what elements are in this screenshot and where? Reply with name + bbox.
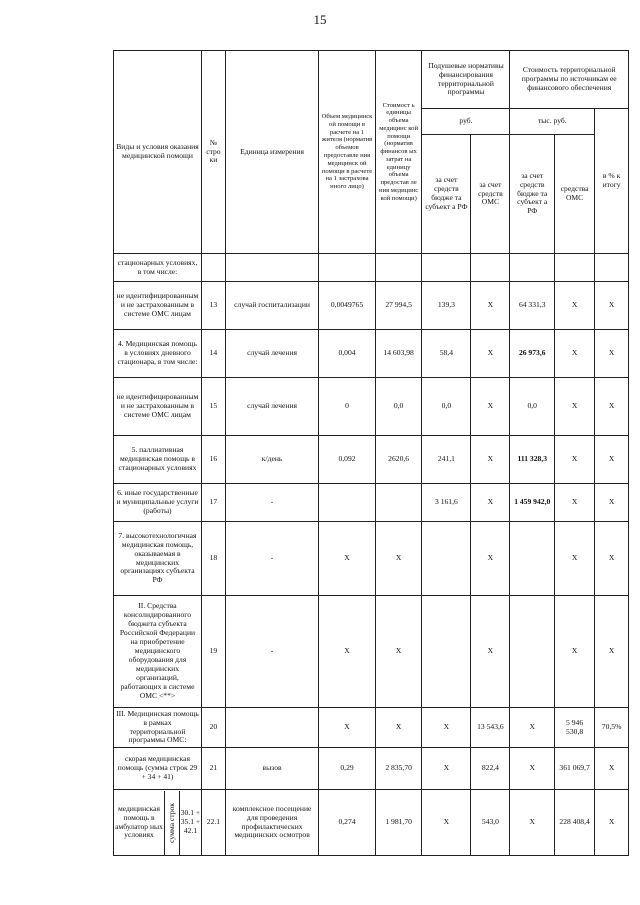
row-unit: - <box>225 484 318 522</box>
row-volume: 0 <box>319 378 375 436</box>
row-pc-oms: Х <box>471 378 510 436</box>
row-pct: Х <box>595 436 629 484</box>
row-cost: 14 603,98 <box>375 330 422 378</box>
row-pct: Х <box>595 596 629 708</box>
row-pc-budget: Х <box>422 708 471 748</box>
row-pc-oms: Х <box>471 436 510 484</box>
row-no: 16 <box>201 436 225 484</box>
row-t-budget <box>510 596 555 708</box>
row-label: 5. паллиативная медицинская помощь в стационарных условиях <box>114 436 202 484</box>
table-row <box>114 378 629 436</box>
header-cost-per-unit: Стоимост ь единицы объема медицинс кой помощи (норматив финансов ых затрат на единицу объема предостав ле ния медицинс кой помощи) <box>375 51 422 254</box>
row-cost: 1 981,70 <box>375 790 422 856</box>
row-no <box>201 254 225 282</box>
table-row <box>114 436 629 484</box>
header-pc-oms: за счет средств ОМС <box>471 135 510 254</box>
row-pc-budget: Х <box>422 748 471 790</box>
row-label: 6. иные государственные и муниципальные услуги (работы) <box>114 484 202 522</box>
row-no: 20 <box>201 708 225 748</box>
row-t-budget: Х <box>510 748 555 790</box>
row-volume: Х <box>319 522 375 596</box>
row-pct <box>595 254 629 282</box>
row-t-oms: Х <box>555 436 595 484</box>
row-cost: 2 835,70 <box>375 748 422 790</box>
row-t-budget: 64 331,3 <box>510 282 555 330</box>
row-pc-budget: 139,3 <box>422 282 471 330</box>
header-pc-budget: за счет средств бюдже та субъект а РФ <box>422 135 471 254</box>
header-row-no: № стро ки <box>201 51 225 254</box>
row-unit <box>225 254 318 282</box>
row-pc-oms: Х <box>471 522 510 596</box>
row-pc-oms: Х <box>471 330 510 378</box>
row-t-budget: 111 328,3 <box>510 436 555 484</box>
row-cost <box>375 254 422 282</box>
row-pc-budget <box>422 522 471 596</box>
page-number: 15 <box>313 12 327 27</box>
header-thous-rub: тыс. руб. <box>510 109 595 135</box>
row-label: не идентифицированным и не застрахованным в системе ОМС лицам <box>114 378 202 436</box>
row-pc-budget: Х <box>422 790 471 856</box>
row-unit: комплексное посещение для проведения профилактических медицинских осмотров <box>225 790 318 856</box>
row-volume: 0,092 <box>319 436 375 484</box>
header-cost-group: Стоимость территориальной программы по источникам ее финансового обеспечения <box>510 51 629 109</box>
table-row <box>114 330 629 378</box>
row-pc-budget <box>422 254 471 282</box>
row-t-budget <box>510 254 555 282</box>
financing-table <box>113 50 629 856</box>
row-t-budget: Х <box>510 790 555 856</box>
table-row <box>114 708 629 748</box>
row-cost: Х <box>375 596 422 708</box>
row-volume: 0,0049765 <box>319 282 375 330</box>
row-volume <box>319 484 375 522</box>
row-no: 22.1 <box>201 790 225 856</box>
row-pc-oms: 13 543,6 <box>471 708 510 748</box>
row-pct: 70,5% <box>595 708 629 748</box>
row-label: III. Медицинская помощь в рамках территориальной программы ОМС: <box>114 708 202 748</box>
table-row <box>114 282 629 330</box>
row-no: 21 <box>201 748 225 790</box>
header-t-oms: средства ОМС <box>555 135 595 254</box>
table-row <box>114 522 629 596</box>
row-pct: Х <box>595 484 629 522</box>
row-cost: Х <box>375 522 422 596</box>
row-volume: Х <box>319 596 375 708</box>
row-label: не идентифицированным и не застрахованным в системе ОМС лицам <box>114 282 202 330</box>
table-row <box>114 484 629 522</box>
row-unit: - <box>225 522 318 596</box>
row-cost: 2620,6 <box>375 436 422 484</box>
row-unit: случай лечения <box>225 330 318 378</box>
row-t-oms: Х <box>555 522 595 596</box>
header-pct: в % к итогу <box>595 109 629 254</box>
table-row <box>114 748 629 790</box>
row-volume: 0,274 <box>319 790 375 856</box>
row-label: медицинская помощь в амбулатор ных условиях <box>115 803 163 840</box>
row-no: 19 <box>201 596 225 708</box>
header-t-budget: за счет средств бюдже та субъект а РФ <box>510 135 555 254</box>
header-unit: Единица измерения <box>225 51 318 254</box>
row-t-budget: 0,0 <box>510 378 555 436</box>
row-pct: Х <box>595 378 629 436</box>
row-no: 17 <box>201 484 225 522</box>
row-volume <box>319 254 375 282</box>
header-per-capita-group: Подушевые нормативы финансирования территориальной программы <box>422 51 510 109</box>
row-pc-oms <box>471 254 510 282</box>
row-cost: Х <box>375 708 422 748</box>
row-label: 4. Медицинская помощь в условиях дневного стационара, в том числе: <box>114 330 202 378</box>
row-t-budget <box>510 522 555 596</box>
row-cost: 27 994,5 <box>375 282 422 330</box>
row-unit: к/день <box>225 436 318 484</box>
row-t-oms: 228 408,4 <box>555 790 595 856</box>
row-t-oms <box>555 254 595 282</box>
row-pct: Х <box>595 748 629 790</box>
row-label: стационарных условиях, в том числе: <box>114 254 202 282</box>
row-no: 15 <box>201 378 225 436</box>
header-types: Виды и условия оказания медицинской помощи <box>114 51 202 254</box>
row-pc-budget <box>422 596 471 708</box>
row-t-oms: Х <box>555 282 595 330</box>
row-pct: Х <box>595 330 629 378</box>
row-pc-budget: 241,1 <box>422 436 471 484</box>
row-t-budget: 1 459 942,0 <box>510 484 555 522</box>
row-pc-budget: 0,0 <box>422 378 471 436</box>
row-unit: вызов <box>225 748 318 790</box>
header-rub: руб. <box>422 109 510 135</box>
row-t-oms: Х <box>555 484 595 522</box>
row-pct: Х <box>595 522 629 596</box>
row-pc-oms: 822,4 <box>471 748 510 790</box>
row-t-oms: Х <box>555 378 595 436</box>
row-volume: Х <box>319 708 375 748</box>
row-no: 14 <box>201 330 225 378</box>
header-volume: Объем медицинск ой помощи в расчете на 1 жителя (норматив объемов предоставле ния медицинск ой помощи в расчете на 1 застрахова нного лицо) <box>319 51 375 254</box>
row-pc-budget: 3 161,6 <box>422 484 471 522</box>
row-unit <box>225 708 318 748</box>
row-t-oms: 5 946 530,8 <box>555 708 595 748</box>
row-t-oms: 361 069,7 <box>555 748 595 790</box>
row-no: 13 <box>201 282 225 330</box>
row-no: 18 <box>201 522 225 596</box>
ambulatory-cell <box>114 790 202 856</box>
row-label: скорая медицинская помощь (сумма строк 29 + 34 + 41) <box>114 748 202 790</box>
row-pct: Х <box>595 790 629 856</box>
row-label: 7. высокотехнологичная медицинская помощь, оказываемая в медицинских организациях субъекта РФ <box>114 522 202 596</box>
row-t-budget: Х <box>510 708 555 748</box>
row-pc-oms: 543,0 <box>471 790 510 856</box>
row-unit: случай лечения <box>225 378 318 436</box>
row-volume: 0,29 <box>319 748 375 790</box>
row-pc-oms: Х <box>471 596 510 708</box>
sum-rows: 30.1 + 35.1 + 42.1 <box>180 808 201 835</box>
row-pct: Х <box>595 282 629 330</box>
row-unit: - <box>225 596 318 708</box>
row-pc-budget: 58,4 <box>422 330 471 378</box>
row-unit: случай госпитализации <box>225 282 318 330</box>
row-pc-oms: Х <box>471 282 510 330</box>
row-cost: 0,0 <box>375 378 422 436</box>
row-label: II. Средства консолидированного бюджета субъекта Российской Федерации на приобретение медицинского оборудования для медицинских организаций, работающих в системе ОМС <**> <box>114 596 202 708</box>
table-row <box>114 254 629 282</box>
table-row <box>114 596 629 708</box>
row-t-oms: Х <box>555 330 595 378</box>
row-t-budget: 26 973,6 <box>510 330 555 378</box>
table-row <box>114 790 629 856</box>
row-cost <box>375 484 422 522</box>
row-pc-oms: Х <box>471 484 510 522</box>
sum-rows-vertical-label: сумма строк <box>166 802 176 843</box>
row-t-oms: Х <box>555 596 595 708</box>
row-volume: 0,004 <box>319 330 375 378</box>
